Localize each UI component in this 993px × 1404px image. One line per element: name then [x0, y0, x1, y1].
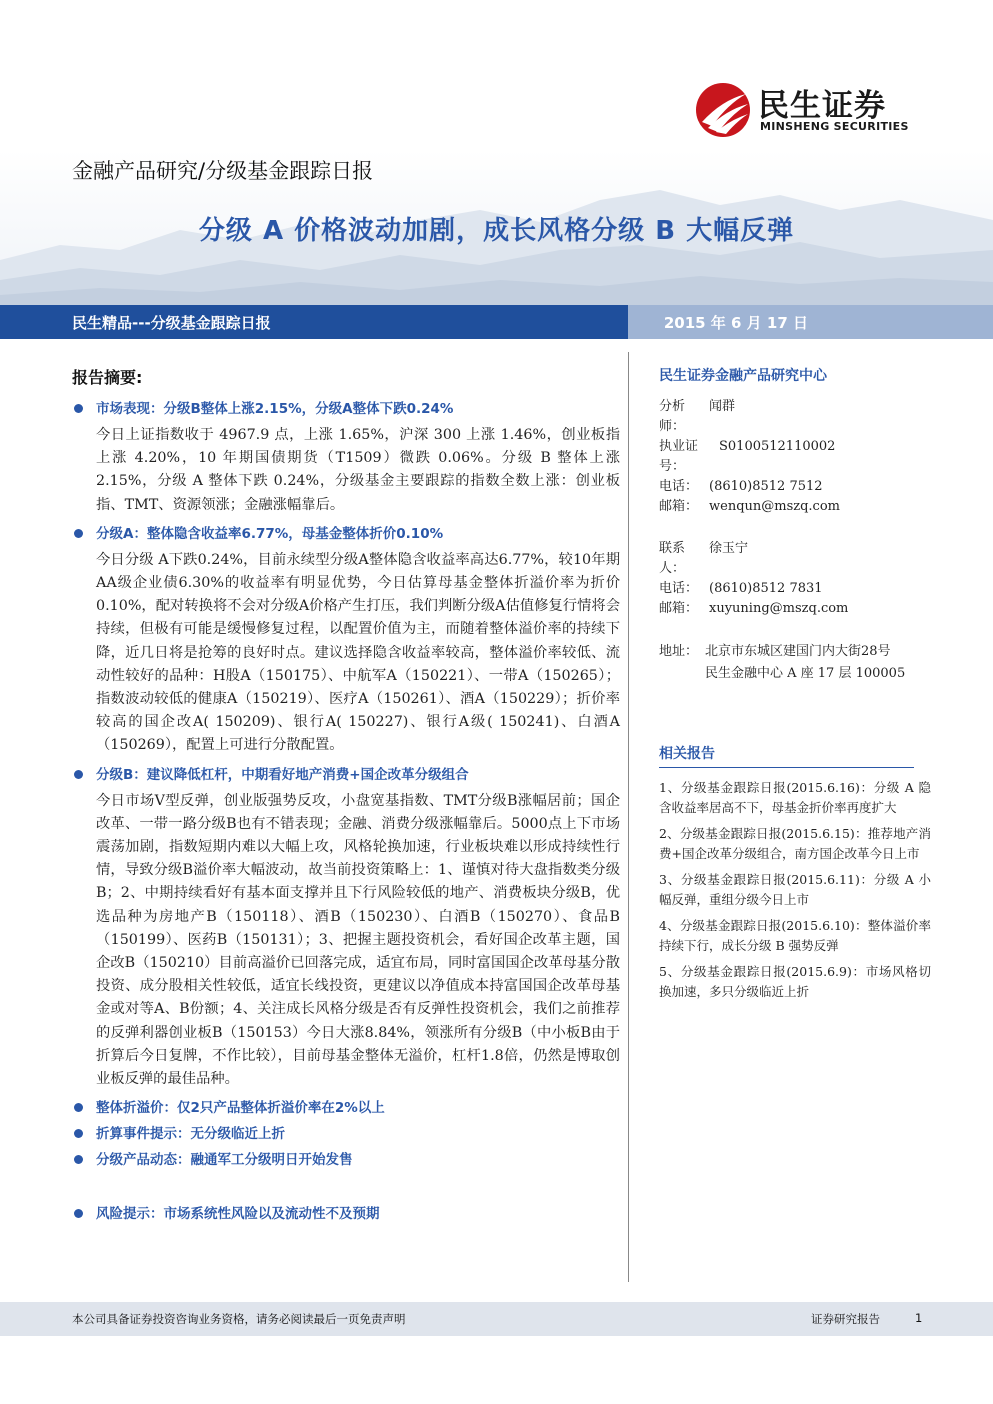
- circle-bullet-icon: [74, 1129, 83, 1138]
- phone-label: 电话：: [659, 581, 699, 596]
- section-body: 今日上证指数收于 4967.9 点，上涨 1.65%，沪深 300 上涨 1.46%，创业板指上涨 4.20%，10 年期国债期货（T1509）微跌 0.06%。分级 B 整体上涨 2.15%，分级 A 整体下跌 0.24%，分级基金主要跟踪的指数全数上涨：创业板指、TMT、资源领涨；金融涨幅靠后。: [96, 427, 620, 513]
- email-label: 邮箱：: [659, 601, 699, 616]
- section-product-news: [72, 1149, 620, 1171]
- summary-heading: 报告摘要:: [72, 368, 143, 387]
- contact-phone: (8610)8512 7831: [709, 581, 823, 596]
- risk-warning: 风险提示：市场系统性风险以及流动性不及预期: [96, 1206, 380, 1223]
- page-footer: [0, 1302, 993, 1336]
- related-report-item[interactable]: 3、分级基金跟踪日报(2015.6.11)：分级 A 小幅反弹，重组分级今日上市: [659, 872, 931, 907]
- logo-chinese-name: 民生证券: [758, 88, 886, 124]
- circle-bullet-icon: [74, 1155, 83, 1164]
- section-class-a: [72, 523, 620, 545]
- sidebar: [659, 365, 934, 1008]
- address-line-2: 民生金融中心 A 座 17 层 100005: [705, 666, 906, 681]
- analyst-info: [659, 397, 934, 517]
- section-class-b: [72, 764, 620, 786]
- license-number: S0100512110002: [719, 439, 836, 454]
- analyst-name: 闻群: [709, 399, 736, 414]
- banner-label: 民生精品---分级基金跟踪日报: [72, 314, 271, 332]
- section-body: 今日分级 A下跌0.24%，目前永续型分级A整体隐含收益率高达6.77%，较10年期AA级企业债6.30%的收益率有明显优势，今日估算母基金整体折溢价率为折价0.10%，配对转换将不会对分级A价格产生打压，我们判断分级A估值修复行情将会持续，但极有可能是缓慢修复过程，以配置价值为主，而随着整体溢价率的持续下降，近几日将是抢筹的良好时点。建议选择隐含收益率较高，整体溢价率较低、流动性较好的品种：H股A（150175）、中航军A（150221）、一带A（150265）；指数波动较低的健康A（150219）、医疗A（150261）、酒A（150229）；折价率较高的国企改A( 150209)、银行A( 150227)、银行A级( 150241)、白酒A（150269），配置上可进行分散配置。: [96, 551, 620, 754]
- address-line-1: 北京市东城区建国门内大街28号: [705, 644, 891, 659]
- research-center-name: 民生证券金融产品研究中心: [659, 368, 827, 384]
- minsheng-logo: [694, 80, 924, 140]
- related-reports-heading: 相关报告: [659, 743, 914, 768]
- summary-section: [72, 365, 620, 1225]
- address: [659, 641, 934, 685]
- related-report-item[interactable]: 5、分级基金跟踪日报(2015.6.9)：市场风格切换加速，多只分级临近上折: [659, 964, 931, 999]
- analyst-label: 分析师：: [659, 399, 686, 434]
- address-label: 地址：: [659, 644, 699, 659]
- phone-label: 电话：: [659, 479, 699, 494]
- contact-email[interactable]: xuyuning@mszq.com: [709, 601, 849, 616]
- contact-name: 徐玉宁: [709, 541, 749, 556]
- report-date: 2015 年 6 月 17 日: [663, 314, 808, 332]
- section-title: 市场表现：分级B整体上涨2.15%，分级A整体下跌0.24%: [96, 401, 454, 417]
- related-report-item[interactable]: 4、分级基金跟踪日报(2015.6.10)：整体溢价率持续下行，成长分级 B 强势反弹: [659, 918, 931, 953]
- contact-label: 联系人：: [659, 541, 686, 576]
- section-title: 整体折溢价：仅2只产品整体折溢价率在2%以上: [96, 1100, 385, 1117]
- circle-bullet-icon: [74, 770, 83, 779]
- footer-disclaimer: 本公司具备证券投资咨询业务资格，请务必阅读最后一页免责声明: [72, 1312, 406, 1326]
- section-risk: [72, 1203, 620, 1225]
- document-type: 金融产品研究/分级基金跟踪日报: [72, 159, 374, 183]
- column-divider: [628, 352, 629, 1282]
- contact-info: [659, 539, 934, 619]
- circle-bullet-icon: [74, 1209, 83, 1218]
- section-title: 分级B：建议降低杠杆，中期看好地产消费+国企改革分级组合: [96, 766, 469, 783]
- related-report-item[interactable]: 1、分级基金跟踪日报(2015.6.16)：分级 A 隐含收益率居高不下，母基金折价率再度扩大: [659, 780, 931, 815]
- license-label: 执业证号：: [659, 439, 699, 474]
- circle-bullet-icon: [74, 404, 83, 413]
- page-number: 1: [915, 1311, 923, 1325]
- analyst-phone: (8610)8512 7512: [709, 479, 823, 494]
- section-premium: [72, 1097, 620, 1119]
- section-market-performance: [72, 398, 620, 420]
- section-title: 分级A：整体隐含收益率6.77%，母基金整体折价0.10%: [96, 525, 444, 542]
- circle-bullet-icon: [74, 529, 83, 538]
- header-banner: [0, 305, 993, 339]
- footer-report-type: 证券研究报告: [811, 1312, 880, 1326]
- report-title: 分级 A 价格波动加剧，成长风格分级 B 大幅反弹: [198, 216, 795, 246]
- section-conversion-events: [72, 1123, 620, 1145]
- section-title: 折算事件提示：无分级临近上折: [96, 1126, 285, 1143]
- logo-english-name: MINSHENG SECURITIES: [760, 120, 909, 133]
- section-body: 今日市场V型反弹，创业版强势反攻，小盘宽基指数、TMT分级B涨幅居前；国企改革、一带一路分级B也有不错表现；金融、消费分级涨幅靠后。5000点上下市场震荡加剧，指数短期内难以大幅上攻，风格轮换加速，行业板块难以形成持续性行情，导致分级B溢价率大幅波动，故当前投资策略上：1、谨慎对待大盘指数类分级B；2、中期持续看好有基本面支撑并且下行风险较低的地产、消费板块分级B，优选品种为房地产B（150118）、酒B（150230）、白酒B（150270）、食品B（150199）、医药B（150131）；3、把握主题投资机会，看好国企改革主题，国企改B（150210）目前高溢价已回落完成，适宜布局，同时富国国企改革母基分散投资、成分股相关性较低，适宜长线投资，更建议以净值成本持富国国企改革母基金或对等A、B份额；4、关注成长风格分级是否有反弹性投资机会，我们之前推荐的反弹利器创业板B（150153）今日大涨8.84%，领涨所有分级B（中小板B由于折算后今日复牌，不作比较），目前母基金整体无溢价，杠杆1.8倍，仍然是博取创业板反弹的最佳品种。: [96, 792, 620, 1088]
- minsheng-swoosh-icon: [694, 82, 752, 138]
- circle-bullet-icon: [74, 1103, 83, 1112]
- related-reports-list: [659, 778, 934, 1002]
- related-report-item[interactable]: 2、分级基金跟踪日报(2015.6.15)：推荐地产消费+国企改革分级组合，南方国企改革今日上市: [659, 826, 931, 861]
- email-label: 邮箱：: [659, 499, 699, 514]
- section-title: 分级产品动态：融通军工分级明日开始发售: [96, 1152, 353, 1169]
- analyst-email[interactable]: wenqun@mszq.com: [709, 499, 840, 514]
